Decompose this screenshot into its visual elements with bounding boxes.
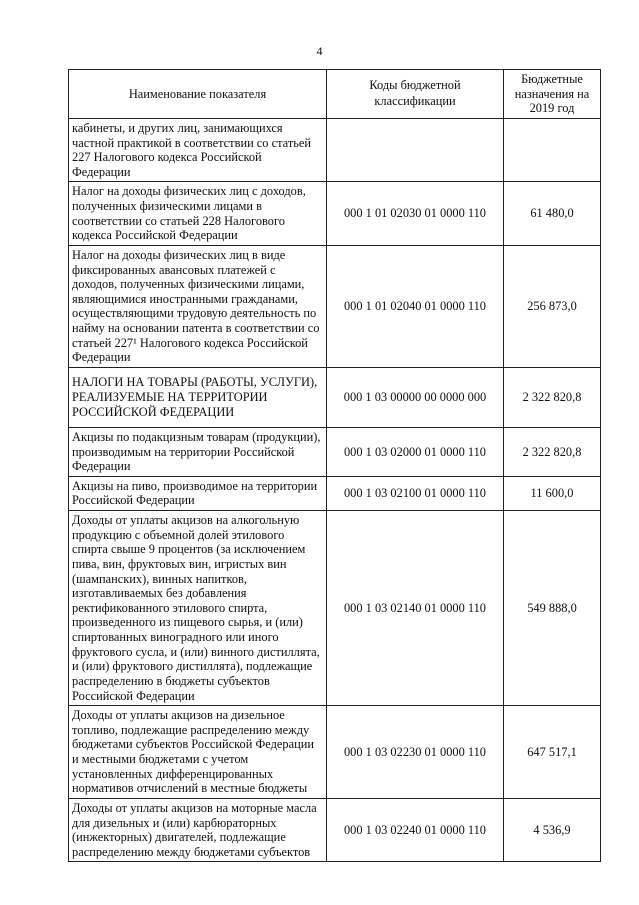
row-amount: 61 480,0 xyxy=(504,182,601,246)
row-code: 000 1 03 02000 01 0000 110 xyxy=(327,427,504,476)
row-amount: 256 873,0 xyxy=(504,245,601,367)
row-code xyxy=(327,118,504,182)
row-name: НАЛОГИ НА ТОВАРЫ (РАБОТЫ, УСЛУГИ), РЕАЛИЗУЕМЫЕ НА ТЕРРИТОРИИ РОССИЙСКОЙ ФЕДЕРАЦИИ xyxy=(69,367,327,427)
header-name: Наименование показателя xyxy=(69,70,327,119)
row-name: Доходы от уплаты акцизов на алкогольную продукцию с объемной долей этилового спирта свыше 9 процентов (за исключением пива, вин, фруктовых вин, игристых вин (шампанских), винных напитков, изготавливаемых без добавления ректификованного этилового спирта, произведенного из пищевого сырья, и (или) спиртованных виноградного или иного фруктового сусла, и (или) винного дистиллята, и (или) фруктового дистиллята), подлежащие распределению в бюджеты субъектов Российской Федерации xyxy=(69,511,327,706)
row-code: 000 1 03 00000 00 0000 000 xyxy=(327,367,504,427)
row-name: Налог на доходы физических лиц с доходов, полученных физическими лицами в соответствии со статьей 228 Налогового кодекса Российской Федерации xyxy=(69,182,327,246)
row-name: Налог на доходы физических лиц в виде фиксированных авансовых платежей с доходов, полученных физическими лицами, являющимися иностранными гражданами, осуществляющими трудовую деятельность по найму на основании патента в соответствии со статьей 227¹ Налогового кодекса Российской Федерации xyxy=(69,245,327,367)
header-amount: Бюджетные назначения на 2019 год xyxy=(504,70,601,119)
row-name: Акцизы по подакцизным товарам (продукции), производимым на территории Российской Федерации xyxy=(69,427,327,476)
row-code: 000 1 01 02030 01 0000 110 xyxy=(327,182,504,246)
row-name: Акцизы на пиво, производимое на территории Российской Федерации xyxy=(69,476,327,510)
row-name: Доходы от уплаты акцизов на дизельное топливо, подлежащие распределению между бюджетами субъектов Российской Федерации и местными бюджетами с учетом установленных дифференцированных нормативов отчислений в местные бюджеты xyxy=(69,706,327,799)
table-row xyxy=(69,182,601,246)
page-number: 4 xyxy=(316,44,323,58)
table-row xyxy=(69,245,601,367)
table-row xyxy=(69,427,601,476)
table-row xyxy=(69,511,601,706)
row-amount: 647 517,1 xyxy=(504,706,601,799)
row-amount xyxy=(504,118,601,182)
row-amount: 549 888,0 xyxy=(504,511,601,706)
row-name: кабинеты, и других лиц, занимающихся частной практикой в соответствии со статьей 227 Налогового кодекса Российской Федерации xyxy=(69,118,327,182)
table-row xyxy=(69,367,601,427)
table-row xyxy=(69,118,601,182)
row-code: 000 1 03 02140 01 0000 110 xyxy=(327,511,504,706)
row-code: 000 1 03 02230 01 0000 110 xyxy=(327,706,504,799)
row-code: 000 1 01 02040 01 0000 110 xyxy=(327,245,504,367)
row-amount: 4 536,9 xyxy=(504,798,601,862)
header-codes: Коды бюджетной классификации xyxy=(327,70,504,119)
row-code: 000 1 03 02100 01 0000 110 xyxy=(327,476,504,510)
row-amount: 2 322 820,8 xyxy=(504,427,601,476)
row-code: 000 1 03 02240 01 0000 110 xyxy=(327,798,504,862)
row-amount: 11 600,0 xyxy=(504,476,601,510)
table-header-row xyxy=(69,70,601,119)
row-name: Доходы от уплаты акцизов на моторные масла для дизельных и (или) карбюраторных (инжекторных) двигателей, подлежащие распределению между бюджетами субъектов xyxy=(69,798,327,862)
row-amount: 2 322 820,8 xyxy=(504,367,601,427)
table-row xyxy=(69,706,601,799)
table-row xyxy=(69,798,601,862)
table-row xyxy=(69,476,601,510)
budget-table xyxy=(68,69,601,862)
